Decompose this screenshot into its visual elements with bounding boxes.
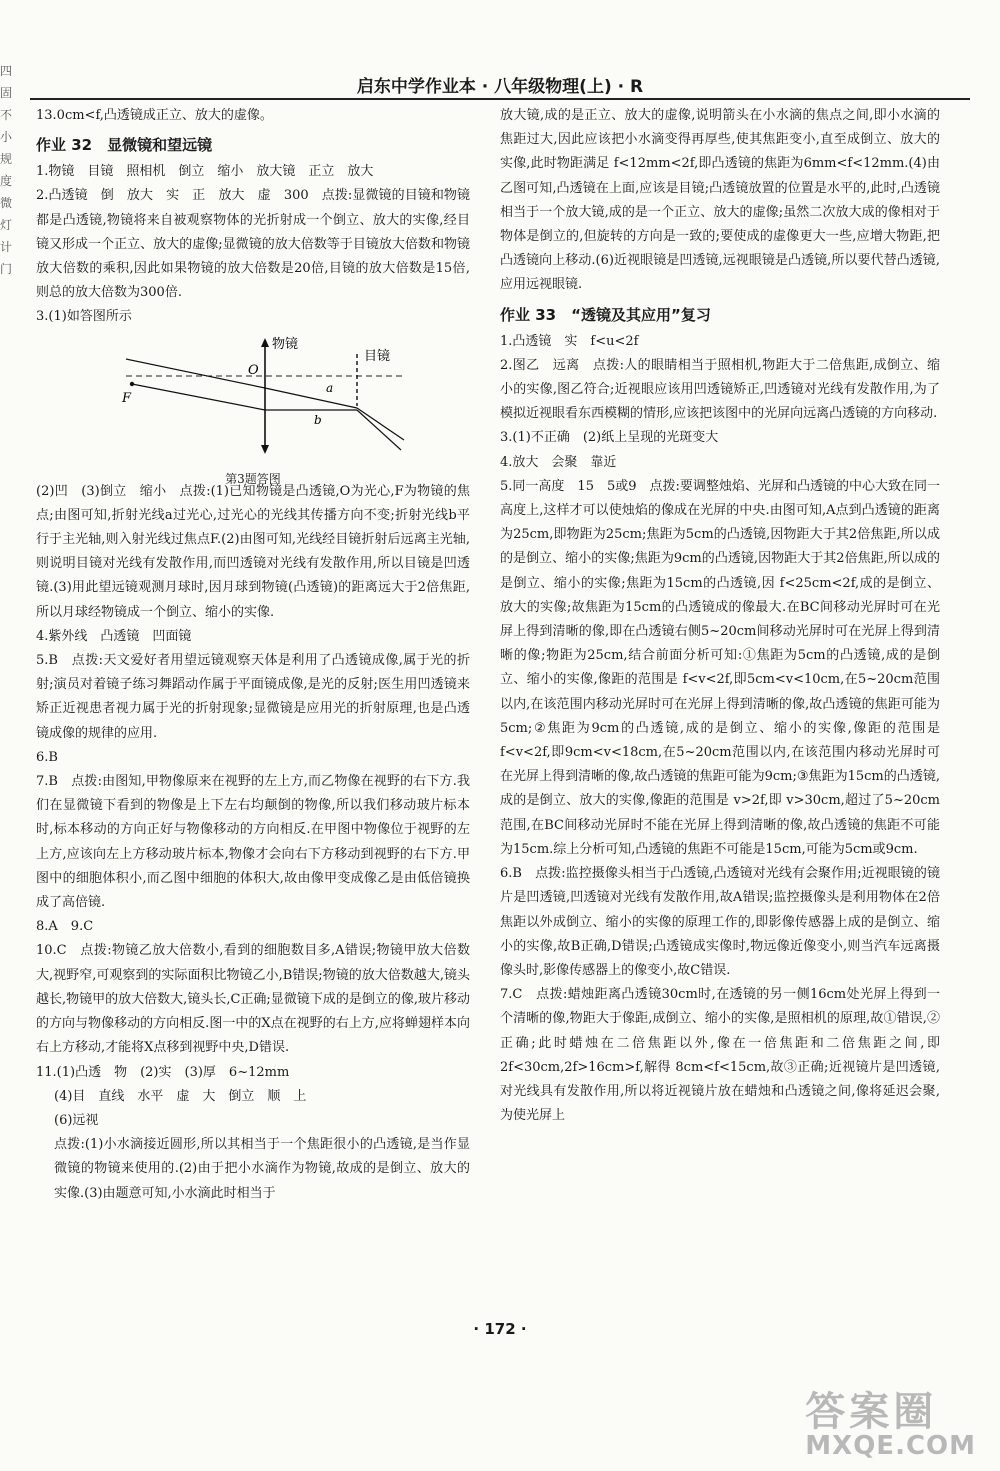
label-f: F: [122, 390, 132, 406]
margin-char: 灯: [0, 218, 13, 232]
margin-char: 计: [0, 240, 13, 254]
label-b: b: [314, 412, 322, 427]
ray-b-in: [132, 384, 265, 410]
watermark-bottom: MXQE.COM: [805, 1431, 976, 1461]
margin-char: 微: [0, 196, 13, 210]
answer-10: 10.C 点拨:物镜乙放大倍数小,看到的细胞数目多,A错误;物镜甲放大倍数大,视野窄,可观察到的实际面积比物镜乙小,B错误;物镜的放大倍数越大,镜头越长,物镜甲的放大倍数大,镜头长,C正确;显微镜下成的是倒立的像,玻片移动的方向与物像移动的方向相反.图一中的X点在视野的右上方,应将蝉翅样本向右上方移动,才能将X点移到视野中央,D错误.: [36, 943, 470, 1056]
answer-11-part3: (6)远视: [54, 1112, 99, 1128]
page-number: · 172 ·: [473, 1320, 527, 1338]
label-o: O: [248, 362, 259, 378]
header-title: 启东中学作业本 · 八年级物理(上) · R: [356, 77, 644, 97]
left-column: [36, 104, 470, 1206]
margin-char: 度: [0, 174, 13, 188]
ray-diagram-svg: [36, 330, 470, 460]
margin-char: 不: [0, 108, 13, 122]
section-heading-32: 作业 32 显微镜和望远镜: [36, 136, 213, 155]
page-header: [30, 70, 970, 100]
answer-11-continued: 放大镜,成的是正立、放大的虚像,说明箭头在小水滴的焦点之间,即小水滴的焦距过大,因此应该把小水滴变得再厚些,使其焦距变小,直至成倒立、放大的实像,此时物距满足 f<12mm<2f,即凸透镜的焦距为6mm<f<12mm.(4)由乙图可知,凸透镜在上面,应该是目镜;凸透镜放置的位置是水平的,此时,凸透镜相当于一个放大镜,成的是一个正立、放大的虚像;虽然二次放大成的像相对于物体是倒立的,但旋转的方向是一致的;要使成的虚像更大一些,应增大物距,把凸透镜向上移动.(6)近视眼镜是凹透镜,远视眼镜是凸透镜,所以要代替凸透镜,应用远视眼镜.: [500, 108, 940, 293]
label-objective: 物镜: [272, 336, 299, 352]
figure-caption: 第3题答图: [225, 471, 281, 486]
section-heading-33: 作业 33 “透镜及其应用”复习: [500, 305, 711, 324]
margin-char: 规: [0, 152, 13, 166]
answer-11-explanation: 点拨:(1)小水滴接近圆形,所以其相当于一个焦距很小的凸透镜,是当作显微镜的物镜来使用的.(2)由于把小水滴作为物镜,故成的是倒立、放大的实像.(3)由题意可知,小水滴此时相当于: [54, 1137, 470, 1201]
objective-arrow-top: [261, 338, 269, 347]
answer-6: 6.B: [36, 749, 58, 765]
left-margin-strip: [0, 60, 16, 1400]
answer-5: 5.B 点拨:天文爱好者用望远镜观察天体是利用了凸透镜成像,属于光的折射;演员对着镜子练习舞蹈动作属于平面镜成像,是光的反射;医生用凹透镜来矫正近视患者视力属于光的折射现象;显微镜是应用光的折射原理,也是凸透镜成像的规律的应用.: [36, 653, 470, 741]
review-answer-6: 6.B 点拨:监控摄像头相当于凸透镜,凸透镜对光线有会聚作用;近视眼镜的镜片是凹透镜,凹透镜对光线有发散作用,故A错误;监控摄像头是利用物体在2倍焦距以外成倒立、缩小的实像的原理工作的,即影像传感器上成的是倒立、缩小的实像,故B正确,D错误;凸透镜成实像时,物远像近像变小,则当汽车远离摄像头时,影像传感器上的像变小,故C错误.: [500, 866, 940, 978]
answer-11-part1: 11.(1)凸透 物 (2)实 (3)厚 6~12mm: [36, 1064, 290, 1080]
ray-a-out: [265, 388, 357, 408]
margin-char: 固: [0, 86, 13, 100]
margin-char: 四: [0, 64, 13, 78]
review-answer-2: 2.图乙 远离 点拨:人的眼睛相当于照相机,物距大于二倍焦距,成倒立、缩小的实像,图乙符合;近视眼应该用凹透镜矫正,凹透镜对光线有发散作用,为了模拟近视眼看东西模糊的情形,应该把该图中的光屏向远离凸透镜的方向移动.: [500, 357, 940, 422]
answer-11-part2: (4)目 直线 水平 虚 大 倒立 顺 上: [54, 1088, 307, 1104]
review-answer-5: 5.同一高度 15 5或9 点拨:要调整烛焰、光屏和凸透镜的中心大致在同一高度上,这样才可以使烛焰的像成在光屏的中央.由图可知,A点到凸透镜的距离为25cm,即物距为25cm;焦距为5cm的凸透镜,因物距大于其2倍焦距,所以成的是倒立、缩小的实像;焦距为9cm的凸透镜,因物距大于其2倍焦距,所以成的是倒立、缩小的实像;焦距为15cm的凸透镜,因 f<25cm<2f,成的是倒立、放大的实像;故焦距为15cm的凸透镜成的像最大.在BC间移动光屏时可在光屏上得到清晰的像,即在凸透镜右侧5~20cm间移动光屏时可在光屏上得到清晰的像;物距为25cm,结合前面分析可知:①焦距为5cm的凸透镜,成的是倒立、缩小的实像,像距的范围是 f<v<2f,即5cm<v<10cm,在5~20cm范围以内,在该范围内移动光屏时可在光屏上得到清晰的像,故凸透镜的焦距可能为5cm;②焦距为9cm的凸透镜,成的是倒立、缩小的实像,像距的范围是 f<v<2f,即9cm<v<18cm,在5~20cm范围以内,在该范围内移动光屏时可在光屏上得到清晰的像,故凸透镜的焦距可能为9cm;③焦距为15cm的凸透镜,成的是倒立、放大的实像,像距的范围是 v>2f,即 v>30cm,超过了5~20cm范围,在BC间移动光屏时不能在光屏上得到清晰的像,故凸透镜的焦距不可能为15cm.综上分析可知,凸透镜的焦距不可能是15cm,可能为5cm或9cm.: [500, 478, 940, 857]
answer-3-part1: 3.(1)如答图所示: [36, 309, 132, 325]
ray-a-in: [126, 359, 265, 388]
answer-8-9: 8.A 9.C: [36, 919, 94, 935]
answer-line: 13.0cm<f,凸透镜成正立、放大的虚像。: [36, 108, 273, 123]
ray-a-exit: [357, 408, 404, 440]
margin-char: 门: [0, 262, 13, 276]
review-answer-7: 7.C 点拨:蜡烛距离凸透镜30cm时,在透镜的另一侧16cm处光屏上得到一个清晰的像,物距大于像距,成倒立、缩小的实像,是照相机的原理,故①错误,②正确;此时蜡烛在二倍焦距以外,像在一倍焦距和二倍焦距之间,即 2f<30cm,2f>16cm>f,解得 8cm<f<15cm,故③正确;近视镜片是凹透镜,对光线具有发散作用,所以将近视镜片放在蜡烛和凸透镜之间,像将延迟会聚,为使光屏上: [500, 987, 940, 1124]
watermark-top: 答案圈: [805, 1389, 938, 1435]
label-eyepiece: 目镜: [364, 348, 391, 364]
answer-1: 1.物镜 目镜 照相机 倒立 缩小 放大镜 正立 放大: [36, 164, 374, 180]
margin-char: 小: [0, 130, 13, 144]
label-a: a: [326, 380, 334, 395]
review-answer-1: 1.凸透镜 实 f<u<2f: [500, 333, 639, 349]
watermark-logo: [805, 1380, 976, 1461]
objective-arrow-bottom: [261, 445, 269, 454]
review-answer-3: 3.(1)不正确 (2)纸上呈现的光斑变大: [500, 430, 719, 446]
telescope-ray-diagram: [36, 330, 470, 486]
focus-point: [130, 381, 134, 385]
answer-3-part2: (2)凹 (3)倒立 缩小 点拨:(1)已知物镜是凸透镜,O为光心,F为物镜的焦点;由图可知,折射光线a过光心,过光心的光线其传播方向不变;折射光线b平行于主光轴,则入射光线过焦点F.(2)由图可知,光线经目镜折射后远离主光轴,则说明目镜对光线有发散作用,而凹透镜对光线有发散作用,所以目镜是凹透镜.(3)用此望远镜观测月球时,因月球到物镜(凸透镜)的距离远大于2倍焦距,所以月球经物镜成一个倒立、缩小的实像.: [36, 483, 470, 620]
answer-4: 4.紫外线 凸透镜 凹面镜: [36, 628, 192, 644]
review-answer-4: 4.放大 会聚 靠近: [500, 454, 617, 470]
answer-7: 7.B 点拨:由图知,甲物像原来在视野的左上方,而乙物像在视野的右下方.我们在显微镜下看到的物像是上下左右均颠倒的物像,所以我们移动玻片标本时,标本移动的方向正好与物像移动的方向相反.在甲图中物像位于视野的左上方,应该向左上方移动玻片标本,物像才会向右下方移动到视野的右下方.甲图中的细胞体积小,而乙图中细胞的体积大,故由像甲变成像乙是由低倍镜换成了高倍镜.: [36, 774, 470, 911]
right-column: [500, 104, 940, 1128]
answer-2: 2.凸透镜 倒 放大 实 正 放大 虚 300 点拨:显微镜的目镜和物镜都是凸透镜,物镜将来自被观察物体的光折射成一个倒立、放大的实像,经目镜又形成一个正立、放大的虚像;显微镜的放大倍数等于目镜放大倍数和物镜放大倍数的乘积,因此如果物镜的放大倍数是20倍,目镜的放大倍数是15倍,则总的放大倍数为300倍.: [36, 188, 470, 301]
ray-b-exit: [357, 410, 401, 450]
